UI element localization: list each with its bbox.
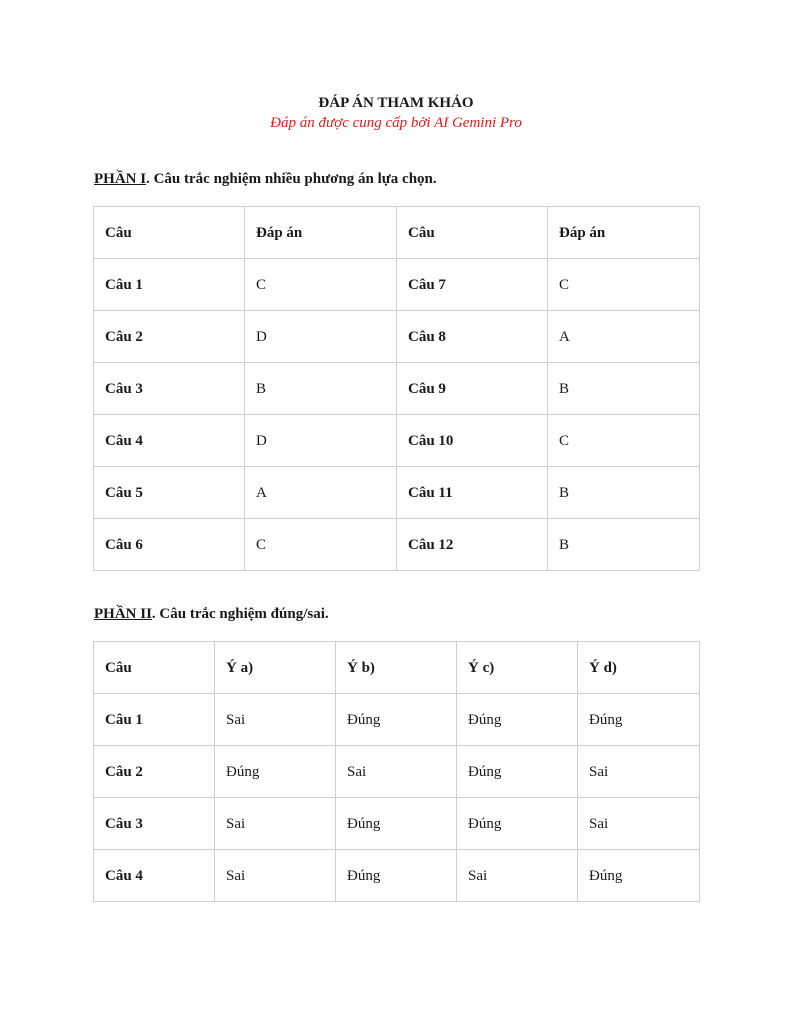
table-row [94, 519, 700, 571]
table-row [94, 798, 700, 850]
answer-cell: Đúng [457, 694, 578, 746]
section-heading-part2 [94, 604, 329, 624]
answer-cell: D [245, 415, 397, 467]
answer-cell: C [245, 259, 397, 311]
table-row [94, 467, 700, 519]
table-row [94, 259, 700, 311]
answer-cell: Đúng [336, 798, 457, 850]
header-cell: Câu [94, 642, 215, 694]
answer-cell: C [548, 415, 700, 467]
answer-cell: D [245, 311, 397, 363]
header-cell: Đáp án [548, 207, 700, 259]
answer-cell: Sai [336, 746, 457, 798]
table-row [94, 694, 700, 746]
question-cell: Câu 6 [94, 519, 245, 571]
answer-cell: Sai [215, 798, 336, 850]
question-cell: Câu 12 [397, 519, 548, 571]
section-label-part1: PHẦN I [94, 171, 147, 187]
multiple-choice-answer-table [93, 206, 700, 571]
question-cell: Câu 2 [94, 746, 215, 798]
question-cell: Câu 3 [94, 798, 215, 850]
answer-cell: Đúng [578, 850, 700, 902]
table-header-row [94, 207, 700, 259]
table-header-row [94, 642, 700, 694]
answer-cell: Sai [215, 694, 336, 746]
table-row [94, 746, 700, 798]
header-cell: Ý b) [336, 642, 457, 694]
question-cell: Câu 3 [94, 363, 245, 415]
answer-cell: Đúng [457, 746, 578, 798]
answer-cell: Sai [215, 850, 336, 902]
question-cell: Câu 9 [397, 363, 548, 415]
true-false-answer-table [93, 641, 700, 902]
header-cell: Đáp án [245, 207, 397, 259]
answer-cell: C [245, 519, 397, 571]
question-cell: Câu 4 [94, 850, 215, 902]
section-text-part2: . Câu trắc nghiệm đúng/sai. [151, 606, 329, 622]
answer-cell: Đúng [215, 746, 336, 798]
answer-cell: Sai [578, 798, 700, 850]
answer-cell: A [548, 311, 700, 363]
answer-cell: A [245, 467, 397, 519]
question-cell: Câu 1 [94, 259, 245, 311]
answer-cell: Đúng [336, 850, 457, 902]
answer-cell: Sai [578, 746, 700, 798]
answer-cell: B [245, 363, 397, 415]
question-cell: Câu 10 [397, 415, 548, 467]
section-text-part1: . Câu trắc nghiệm nhiều phương án lựa chọn. [146, 171, 437, 187]
question-cell: Câu 1 [94, 694, 215, 746]
answer-cell: C [548, 259, 700, 311]
header-cell: Ý d) [578, 642, 700, 694]
answer-cell: B [548, 519, 700, 571]
section-label-part2: PHẦN II [94, 606, 152, 622]
document-title: ĐÁP ÁN THAM KHẢO [318, 95, 474, 111]
question-cell: Câu 8 [397, 311, 548, 363]
question-cell: Câu 5 [94, 467, 245, 519]
answer-cell: Sai [457, 850, 578, 902]
header-cell: Ý a) [215, 642, 336, 694]
question-cell: Câu 2 [94, 311, 245, 363]
document-subtitle: Đáp án được cung cấp bởi AI Gemini Pro [270, 115, 522, 131]
header-cell: Câu [94, 207, 245, 259]
table-row [94, 311, 700, 363]
header-cell: Câu [397, 207, 548, 259]
table-row [94, 415, 700, 467]
answer-cell: Đúng [336, 694, 457, 746]
table-row [94, 363, 700, 415]
table-row [94, 850, 700, 902]
answer-cell: B [548, 363, 700, 415]
answer-cell: B [548, 467, 700, 519]
answer-cell: Đúng [457, 798, 578, 850]
question-cell: Câu 11 [397, 467, 548, 519]
header-cell: Ý c) [457, 642, 578, 694]
question-cell: Câu 4 [94, 415, 245, 467]
section-heading-part1 [94, 169, 437, 189]
answer-cell: Đúng [578, 694, 700, 746]
question-cell: Câu 7 [397, 259, 548, 311]
